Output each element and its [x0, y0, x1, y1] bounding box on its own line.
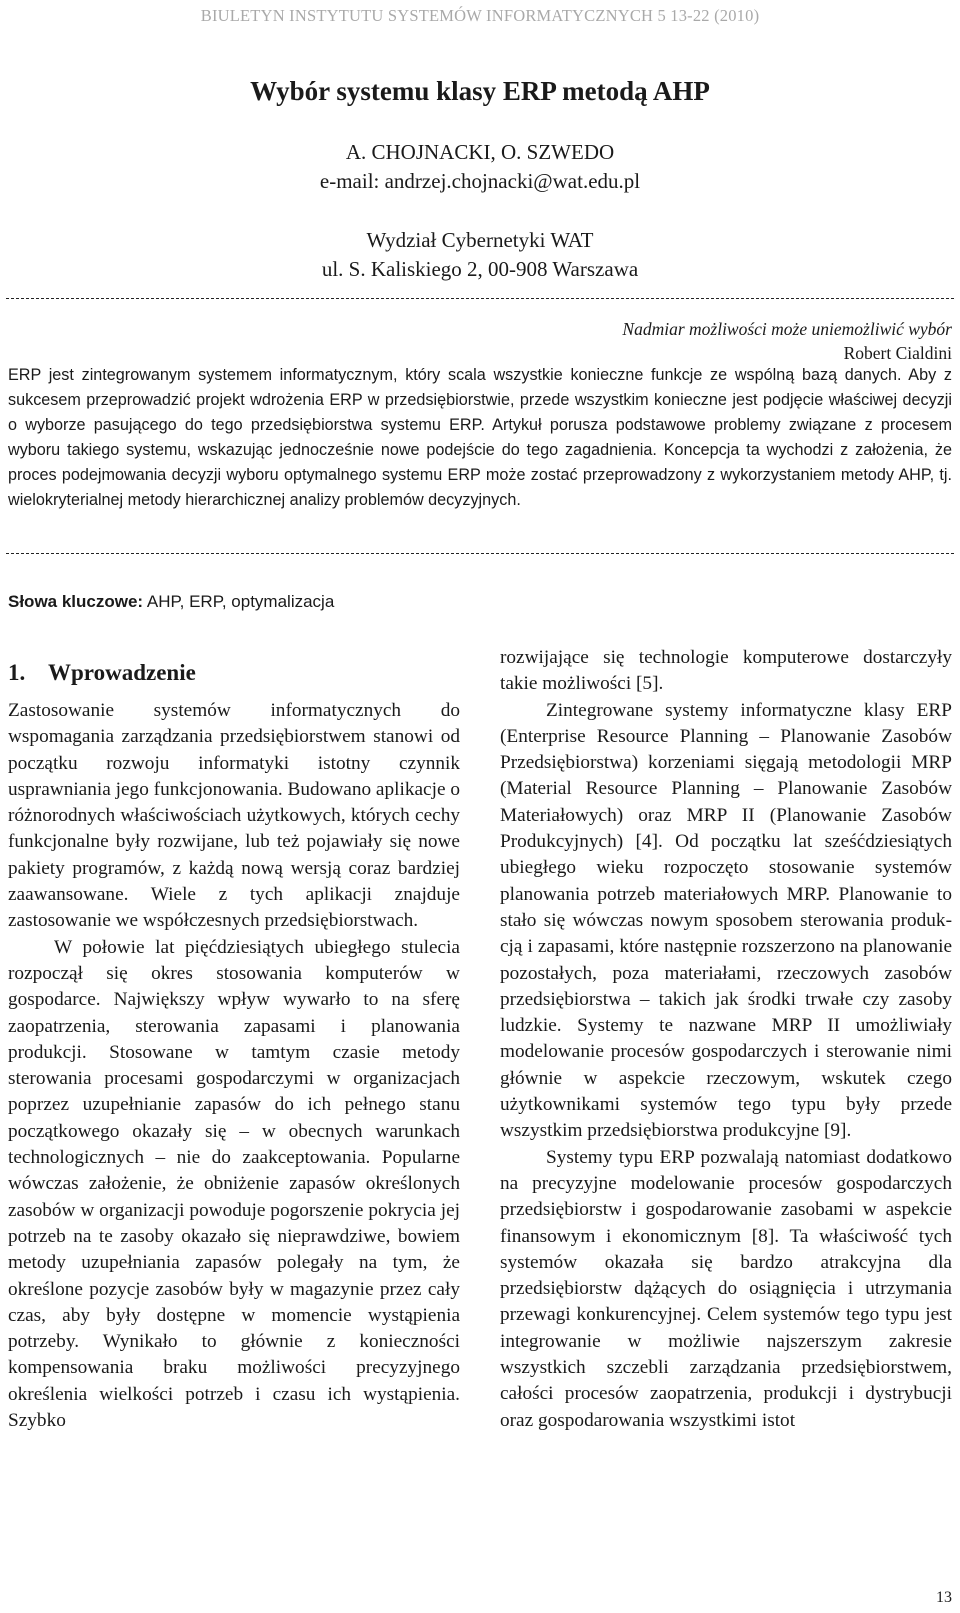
journal-header: BIULETYN INSTYTUTU SYSTEMÓW INFORMATYCZNYCH 5 13-22 (2010) [200, 6, 760, 25]
author-email: e-mail: andrzej.chojnacki@wat.edu.pl [319, 169, 641, 193]
keywords-label: Słowa kluczowe: [8, 592, 144, 611]
paper-title: Wybór systemu klasy ERP metodą AHP [250, 76, 710, 106]
keywords [8, 592, 334, 612]
left-paragraph-1: Zastosowanie systemów informatycznych do wspomagania zarządzania przedsiębiorstwem stanowi od początku rozwoju informatyki istotny czynnik usprawniania jego funkcjonowania. Budowano aplikacje o różnorodnych właściwościach użytkowych, których cechy funkcjonalne były rozwijane, lub też pojawiały się nowe pakiety programów, z każdą nową wersją coraz bardziej zaawansowane. Wiele z tych aplikacji znajduje zastosowanie we współczesnych przedsiębiorstwach. [8, 700, 460, 932]
bottom-dashed-divider [6, 553, 954, 554]
abstract: ERP jest zintegrowanym systemem informatycznym, który scala wszystkie konieczne funkcje ze wspólną bazą danych. Aby z sukcesem przeprowadzić projekt wdrożenia ERP w przedsiębiorstwie, przede wszystkim konieczne jest podjęcie właściwej decyzji o wyborze pasującego do tego przedsiębiorstwa systemu ERP. Artykuł porusza podstawowe problemy związane z procesem wyboru takiego systemu, wskazując jednocześnie nowe podejście do tego zagadnienia. Koncepcja ta wychodzi z założenia, że proces podejmowania decyzji wyboru optymalnego systemu ERP może zostać przeprowadzony z wykorzystaniem metody AHP, tj. wielokryterialnej metody hierarchicznej analizy problemów decyzyjnych. [8, 366, 952, 509]
right-column [500, 645, 952, 1434]
top-dashed-divider [6, 298, 954, 299]
affiliation-block [0, 226, 960, 284]
section-title: Wprowadzenie [48, 660, 196, 685]
right-paragraph-2: Zintegrowane systemy informatyczne klasy ERP (Enterprise Resource Planning – Planowanie Zasobów Przedsiębiorstwa) korzeniami sięgają metodologii MRP (Material Resource Planning – Planowanie Zasobów Materiałowych) oraz MRP II (Planowanie Zasobów Produkcyjnych) [4]. Od początku lat sześćdziesiątych ubiegłego wieku rozpoczęto stosowanie systemów planowania potrzeb materiałowych MRP. Planowanie to stało się wówczas nowym sposobem sterowania produkcją i zapasami, które następnie rozszerzono na planowanie pozostałych, poza materiałami, rzeczowych zasobów przedsiębiorstwa – takich jak środki trwałe czy zasoby ludzkie. Systemy te nazwane MRP II umożliwiały modelowanie procesów gospodarczych i sterowanie nimi głównie w aspekcie rzeczowym, wskutek czego użytkownikami systemów tego typu były przede wszystkim przedsiębiorstwa produkcyjne [9]. [500, 699, 952, 1142]
page-number: 13 [936, 1589, 952, 1606]
right-paragraph-3: Systemy typu ERP pozwalają natomiast dodatkowo na precyzyjne modelowanie procesów gospodarczych przedsiębiorstw i gospodarowanie zasobami w aspekcie finansowym i ekonomicznym [8]. Ta właściwość tych systemów okazała się bardzo atrakcyjna dla przedsiębiorstw dążących do osiągnięcia i utrzymania przewagi konkurencyjnej. Celem systemów tego typu jest integrowanie w możliwie najszerszym zakresie wszystkich szczebli zarządzania przedsiębiorstwem, całości procesów zaopatrzenia, produkcji i dystrybucji oraz gospodarowania wszystkimi istot [500, 1146, 952, 1431]
affiliation-address: ul. S. Kaliskiego 2, 00-908 Warszawa [321, 257, 639, 281]
motto-author: Robert Cialdini [843, 343, 952, 363]
left-column [8, 660, 460, 1434]
section-heading [8, 660, 460, 686]
motto [622, 317, 952, 365]
motto-quote: Nadmiar możliwości może uniemożliwić wybór [622, 319, 952, 339]
author-names: A. CHOJNACKI, O. SZWEDO [345, 140, 615, 164]
right-paragraph-1: rozwijające się technologie komputerowe dostarczyły takie możliwości [5]. [500, 647, 952, 695]
author-block [0, 138, 960, 196]
left-paragraph-2: W połowie lat pięćdziesiątych ubiegłego stulecia rozpoczął się okres stosowania komputerów w gospodarce. Największy wpływ wywarło to na sferę zaopatrzenia, sterowania zapasami i planowania produkcji. Stosowane w tamtym czasie metody sterowania procesami gospodarczymi w organizacjach poprzez uzupełnianie zapasów do ich pełnego stanu początkowego okazały się – w obecnych warunkach technologicznych – nie do zaakceptowania. Popularne wówczas założenie, że obniżenie zapasów określonych zasobów w organizacji powoduje pogorszenie pokrycia jej potrzeb na te zasoby okazało się nieprawdziwe, bowiem metody uzupełniania zapasów polegały na tym, że określone pozycje zasobów były w magazynie przez cały czas, aby były dostępne w momencie wystąpienia potrzeby. Wynikało to głównie z konieczności kompensowania braku możliwości precyzyjnego określenia wielkości potrzeb i czasu ich wystąpienia. Szybko [8, 936, 460, 1432]
section-number: 1. [8, 660, 26, 685]
affiliation-dept: Wydział Cybernetyki WAT [366, 228, 594, 252]
keywords-value: AHP, ERP, optymalizacja [143, 592, 335, 611]
